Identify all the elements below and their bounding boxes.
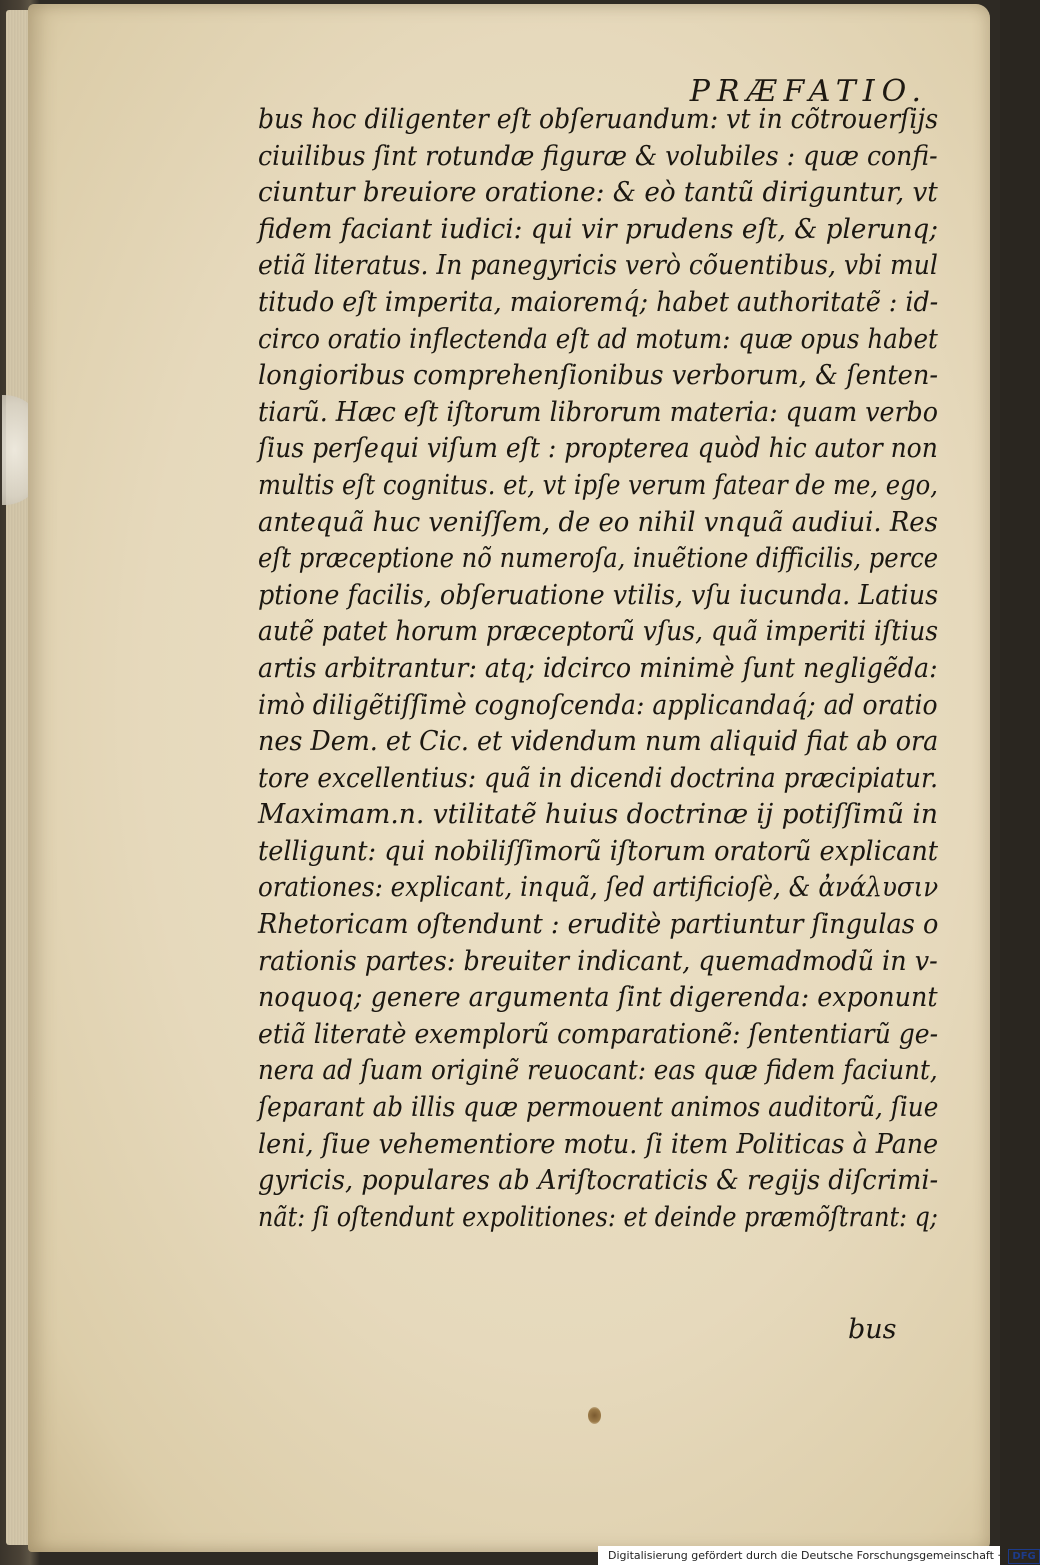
text-line: Rhetoricam oſtendunt : eruditè partiuntur ſingulas o [258, 909, 939, 941]
text-line: multis eſt cognitus. et, vt ipſe verum fatear de me, ego, [258, 469, 938, 501]
text-line: nes Dem. et Cic. et videndum num aliquid fiat ab ora [258, 726, 939, 758]
text-line: ſius perſequi viſum eſt : propterea quòd hic autor non [258, 433, 938, 465]
text-line: Maximam.n. vtilitatẽ huius doctrinæ ij potiſſimũ in [258, 799, 938, 831]
text-line: ciuilibus ſint rotundæ figuræ & volubiles : quæ confi- [258, 140, 938, 172]
text-line: artis arbitrantur: atq; idcirco minimè ſunt negligẽda: [258, 652, 938, 684]
text-line: autẽ patet horum præceptorũ vſus, quã imperiti iſtius [258, 616, 939, 648]
text-line: ſeparant ab illis quæ permouent animos auditorũ, ſiue [258, 1092, 939, 1124]
text-line: antequã huc veniſſem, de eo nihil vnquã audiui. Res [258, 506, 938, 538]
text-line: fidem faciant iudici: qui vir prudens eſt, & plerunq; [258, 213, 939, 245]
body-text [258, 102, 938, 1236]
text-line: bus hoc diligenter eſt obſeruandum: vt in cõtrouerſijs [258, 104, 939, 135]
text-line: circo oratio inflectenda eſt ad motum: quæ opus habet [258, 323, 938, 355]
text-line: etiã literatè exemplorũ comparationẽ: ſententiarũ ge- [258, 1018, 939, 1050]
text-line: gyricis, populares ab Ariſtocraticis & regijs diſcrimi- [258, 1165, 939, 1197]
text-line: ciuntur breuiore oratione: & eò tantũ diriguntur, vt [258, 177, 938, 209]
text-line: orationes: explicant, inquã, ſed artificioſè, & ἀνάλυσιν [258, 872, 939, 904]
text-line: telligunt: qui nobiliſſimorũ iſtorum oratorũ explicant [258, 835, 939, 867]
foxing-spot [588, 1407, 601, 1424]
running-header: PRÆFATIO. [689, 74, 928, 109]
text-line: ptione facilis, obſeruatione vtilis, vſu iucunda. Latius [258, 579, 939, 611]
text-line: eſt præceptione nõ numeroſa, inuẽtione difficilis, perce [258, 543, 939, 575]
book-page [28, 4, 990, 1552]
text-line: etiã literatus. In panegyricis verò cõuentibus, vbi mul [258, 250, 938, 282]
text-line: longioribus comprehenſionibus verborum, & ſenten- [258, 360, 939, 392]
dfg-logo: DFG [1008, 1549, 1039, 1564]
text-line: tiarũ. Hæc eſt iſtorum librorum materia: quam verbo [258, 396, 938, 428]
text-line: noquoq; genere argumenta ſint digerenda: exponunt [258, 982, 938, 1014]
digitization-footer [598, 1546, 1036, 1565]
footer-text: Digitalisierung gefördert durch die Deutsche Forschungsgemeinschaft · [608, 1549, 1001, 1562]
text-line: nãt: ſi oſtendunt expolitiones: et deinde præmõſtrant: q; [258, 1201, 938, 1233]
text-line: leni, ſiue vehementiore motu. ſi item Politicas à Pane [258, 1128, 939, 1160]
text-line: titudo eſt imperita, maioremq́; habet authoritatẽ : id- [258, 286, 939, 318]
text-line: nera ad ſuam originẽ reuocant: eas quæ fidem faciunt, [258, 1055, 938, 1087]
text-line: tore excellentius: quã in dicendi doctrina præcipiatur. [258, 762, 939, 794]
text-line: imò diligẽtiſſimè cognoſcenda: applicandaq́; ad oratio [258, 689, 938, 721]
text-line: rationis partes: breuiter indicant, quemadmodũ in v- [258, 945, 938, 977]
catchword: bus [848, 1314, 897, 1345]
